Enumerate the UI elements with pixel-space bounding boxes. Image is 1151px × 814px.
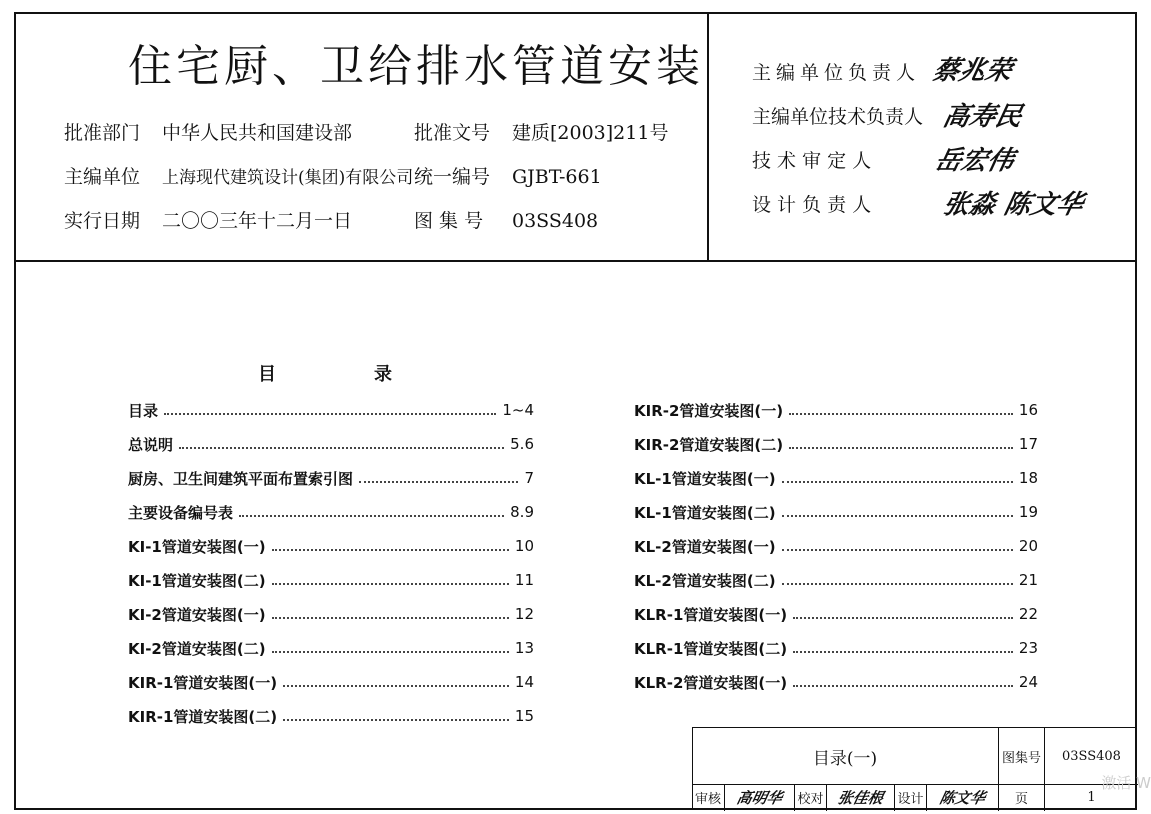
design-signature	[926, 784, 998, 811]
signature: 陈文华	[937, 789, 987, 807]
toc-label: KIR-2管道安装图(二)	[634, 435, 784, 454]
toc-entry[interactable]	[128, 468, 534, 488]
toc-page: 22	[1018, 605, 1038, 623]
toc-entry[interactable]	[634, 536, 1038, 556]
toc-label: KL-1管道安装图(一)	[634, 469, 776, 488]
leader-dots	[782, 481, 1013, 483]
toc-label: KL-2管道安装图(一)	[634, 537, 776, 556]
toc-page: 16	[1018, 401, 1038, 419]
meta-value: 二〇〇三年十二月一日	[162, 210, 353, 232]
leader-dots	[239, 515, 504, 517]
signature: 张淼 陈文华	[940, 190, 1086, 220]
responsible-label: 主编单位负责人	[752, 62, 921, 84]
toc-label: KL-2管道安装图(二)	[634, 571, 776, 590]
toc-label: 主要设备编号表	[128, 503, 234, 522]
meta-value: 建质[2003]211号	[512, 122, 669, 144]
leader-dots	[793, 685, 1013, 687]
review-signature	[724, 784, 794, 811]
leader-dots	[793, 617, 1013, 619]
leader-dots	[272, 617, 509, 619]
toc-page: 7	[524, 469, 534, 487]
leader-dots	[793, 651, 1013, 653]
signature: 高明华	[734, 789, 784, 807]
toc-label: KLR-1管道安装图(一)	[634, 605, 788, 624]
toc-page: 5.6	[510, 435, 534, 453]
toc-label: 目录	[128, 401, 159, 420]
watermark: 激活 W	[1101, 774, 1151, 792]
toc-entry[interactable]	[128, 706, 534, 726]
leader-dots	[789, 413, 1013, 415]
chief-editor-unit	[64, 162, 413, 189]
check-signature	[826, 784, 894, 811]
toc-page: 18	[1018, 469, 1038, 487]
meta-value: 中华人民共和国建设部	[162, 122, 353, 144]
toc-page: 1~4	[502, 401, 534, 419]
unified-number	[414, 162, 602, 189]
leader-dots	[283, 719, 509, 721]
page-value: 1	[1044, 784, 1138, 811]
toc-entry[interactable]	[128, 570, 534, 590]
leader-dots	[164, 413, 496, 415]
meta-value: GJBT-661	[512, 166, 602, 188]
toc-label: KI-2管道安装图(二)	[128, 639, 266, 658]
meta-key: 批准部门	[64, 122, 141, 144]
page-title: 住宅厨、卫给排水管道安装	[128, 41, 704, 92]
header-divider	[14, 260, 1137, 262]
leader-dots	[272, 583, 509, 585]
toc-entry[interactable]	[128, 536, 534, 556]
effective-date	[64, 206, 352, 233]
toc-page: 8.9	[510, 503, 534, 521]
responsible-label: 技 术 审 定 人	[752, 150, 872, 172]
meta-key: 实行日期	[64, 210, 141, 232]
toc-entry[interactable]	[634, 604, 1038, 624]
meta-value: 上海现代建筑设计(集团)有限公司	[162, 168, 414, 188]
signature: 高寿民	[940, 102, 1025, 132]
toc-label: KIR-1管道安装图(二)	[128, 707, 278, 726]
leader-dots	[782, 583, 1013, 585]
toc-label: KI-1管道安装图(二)	[128, 571, 266, 590]
toc-page: 19	[1018, 503, 1038, 521]
toc-entry[interactable]	[634, 468, 1038, 488]
signature: 岳宏伟	[932, 146, 1017, 176]
meta-key: 统一编号	[414, 166, 491, 188]
signature: 蔡兆荣	[930, 56, 1015, 86]
toc-title-right: 录	[374, 364, 392, 385]
atlas-label: 图集号	[998, 728, 1044, 784]
meta-key: 主编单位	[64, 166, 141, 188]
leader-dots	[179, 447, 504, 449]
toc-label: KI-1管道安装图(一)	[128, 537, 266, 556]
atlas-value: 03SS408	[1044, 728, 1138, 784]
toc-label: KI-2管道安装图(一)	[128, 605, 266, 624]
toc-entry[interactable]	[634, 672, 1038, 692]
toc-label: KLR-2管道安装图(一)	[634, 673, 788, 692]
meta-value: 03SS408	[512, 210, 599, 232]
toc-page: 12	[514, 605, 534, 623]
toc-page: 11	[514, 571, 534, 589]
title-block	[692, 727, 1137, 810]
toc-entry[interactable]	[128, 604, 534, 624]
responsible-label: 设 计 负 责 人	[752, 194, 872, 216]
toc-label: KIR-2管道安装图(一)	[634, 401, 784, 420]
toc-page: 23	[1018, 639, 1038, 657]
toc-entry[interactable]	[128, 672, 534, 692]
toc-label: KIR-1管道安装图(一)	[128, 673, 278, 692]
header-vertical-divider	[707, 12, 709, 260]
leader-dots	[359, 481, 518, 483]
toc-title-left: 目	[258, 364, 276, 385]
meta-key: 批准文号	[414, 122, 491, 144]
meta-key: 图 集 号	[414, 210, 484, 232]
leader-dots	[283, 685, 509, 687]
toc-label: KL-1管道安装图(二)	[634, 503, 776, 522]
design-label: 设计	[894, 784, 926, 811]
toc-entry[interactable]	[634, 570, 1038, 590]
check-label: 校对	[794, 784, 826, 811]
atlas-number	[414, 206, 598, 233]
responsible-label: 主编单位技术负责人	[752, 106, 924, 128]
leader-dots	[782, 549, 1013, 551]
toc-page: 15	[514, 707, 534, 725]
leader-dots	[789, 447, 1013, 449]
toc-page: 24	[1018, 673, 1038, 691]
toc-entry[interactable]	[634, 502, 1038, 522]
leader-dots	[272, 651, 509, 653]
toc-page: 13	[514, 639, 534, 657]
toc-page: 14	[514, 673, 534, 691]
toc-label: KLR-1管道安装图(二)	[634, 639, 788, 658]
sheet-title: 目录(一)	[812, 748, 878, 769]
toc-entry[interactable]	[128, 502, 534, 522]
toc-entry[interactable]	[634, 400, 1038, 420]
toc-label: 总说明	[128, 435, 174, 454]
approval-dept	[64, 118, 352, 145]
signature: 张佳根	[835, 789, 885, 807]
toc-entry[interactable]	[634, 434, 1038, 454]
leader-dots	[782, 515, 1013, 517]
leader-dots	[272, 549, 509, 551]
toc-entry[interactable]	[634, 638, 1038, 658]
toc-page: 20	[1018, 537, 1038, 555]
toc-label: 厨房、卫生间建筑平面布置索引图	[128, 469, 354, 488]
toc-page: 10	[514, 537, 534, 555]
toc-entry[interactable]	[128, 638, 534, 658]
page-label: 页	[998, 784, 1044, 811]
review-label: 审核	[694, 792, 721, 807]
toc-page: 21	[1018, 571, 1038, 589]
toc-page: 17	[1018, 435, 1038, 453]
approval-doc-no	[414, 118, 668, 145]
toc-entry[interactable]	[128, 434, 534, 454]
toc-entry[interactable]	[128, 400, 534, 420]
